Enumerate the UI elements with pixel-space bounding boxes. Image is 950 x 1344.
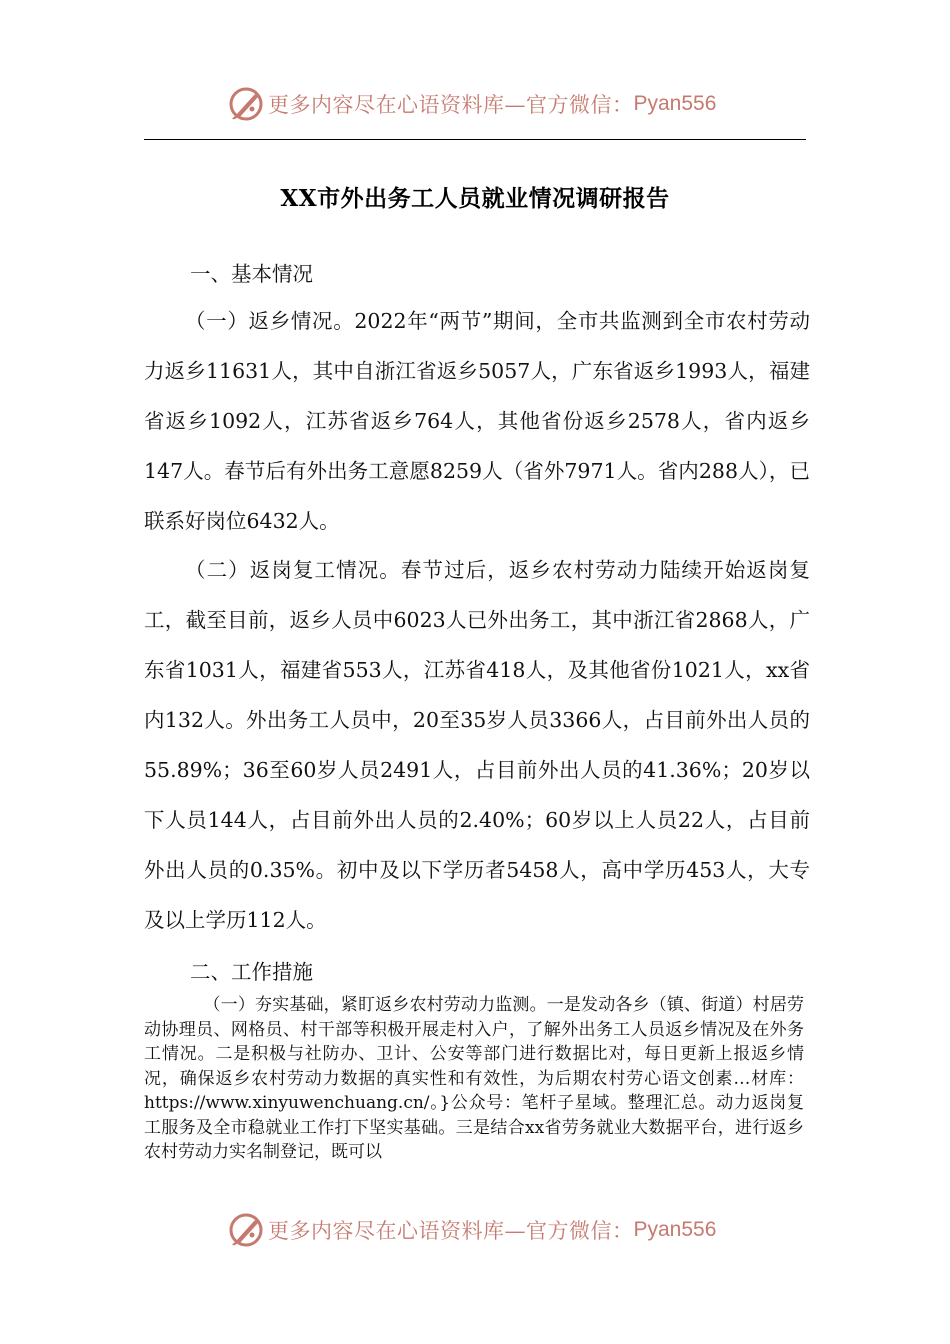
watermark-wechat-id: Pyan556 [633,92,717,115]
watermark-wechat-id: Pyan556 [633,1218,717,1241]
header-watermark [226,82,716,126]
watermark-text: 更多内容尽在心语资料库—官方微信： [268,93,634,117]
section-heading-basic-situation: 一、基本情况 [190,262,313,286]
header-rule [144,139,806,140]
watermark-text: 更多内容尽在心语资料库—官方微信： [268,1219,634,1243]
paragraph-return-home: （一）返乡情况。2022年“两节”期间，全市共监测到全市农村劳动力返乡11631人，其中自浙江省返乡5057人，广东省返乡1993人，福建省返乡1092人，江苏省返乡764人，其他省份返乡2578人，省内返乡147人。春节后有外出务工意愿8259人（省外7971人。省内288人），已联系好岗位6432人。 [144,309,810,533]
paragraph-measures: （一）夯实基础，紧盯返乡农村劳动力监测。一是发动各乡（镇、街道）村居劳动协理员、网格员、村干部等积极开展走村入户，了解外出务工人员返乡情况及在外务工情况。二是积极与社防办、卫计、公安等部门进行数据比对，每日更新上报返乡情况，确保返乡农村劳动力数据的真实性和有效性，为后期农村劳心语文创素…材库：https://www.xinyuwenchuang.cn/。}公众号：笔杆子星域。整理汇总。动力返岗复工服务及全市稳就业工作打下坚实基础。三是结合xx省劳务就业大数据平台，进行返乡农村劳动力实名制登记，既可以 [144,995,804,1162]
pen-seal-icon [226,84,266,124]
section-heading-work-measures: 二、工作措施 [190,960,313,984]
footer-watermark [226,1208,716,1252]
pen-seal-icon [226,1210,266,1250]
document-title: XX市外出务工人员就业情况调研报告 [280,185,670,212]
paragraph-return-to-work: （二）返岗复工情况。春节过后，返乡农村劳动力陆续开始返岗复工，截至目前，返乡人员中6023人已外出务工，其中浙江省2868人，广东省1031人，福建省553人，江苏省418人，及其他省份1021人，xx省内132人。外出务工人员中，20至35岁人员3366人，占目前外出人员的55.89%；36至60岁人员2491人，占目前外出人员的41.36%；20岁以下人员144人，占目前外出人员的2.40%；60岁以上人员22人，占目前外出人员的0.35%。初中及以下学历者5458人，高中学历453人，大专及以上学历112人。 [144,558,810,932]
